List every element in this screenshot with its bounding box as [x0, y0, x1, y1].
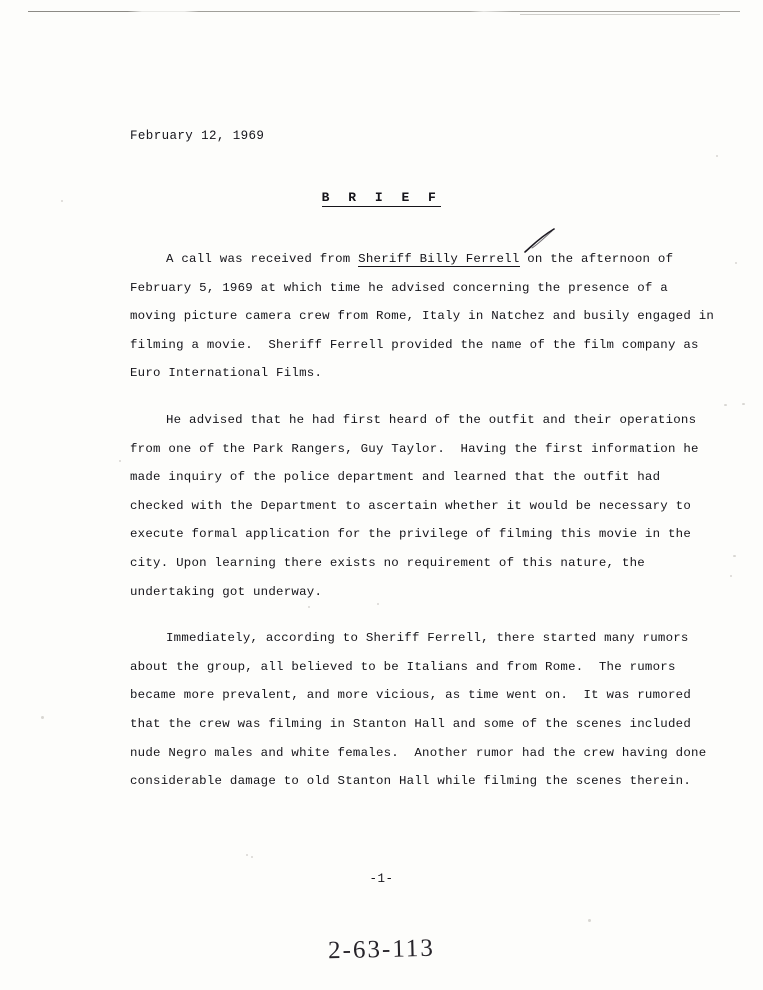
- document-title: [0, 190, 763, 205]
- scan-speck: [733, 555, 736, 557]
- paragraph-3: [130, 624, 720, 796]
- scan-speck: [41, 716, 44, 719]
- archive-stamp: 2-63-113: [327, 934, 436, 965]
- paragraph-1: [130, 245, 720, 388]
- underlined-phrase: Sheriff Billy Ferrell: [358, 252, 520, 266]
- paragraph-2-text: He advised that he had first heard of the outfit and their operations from one of the Park Rangers, Guy Taylor. Having the first information he made inquiry of the police department and learned that the outfit had checked with the Department to ascertain whether it would be necessary to execute formal application for the privilege of filming this movie in the city. Upon learning there exists no requirement of this nature, the undertaking got underway.: [130, 412, 707, 599]
- scan-edge-artifact-secondary: [520, 14, 720, 15]
- document-body: [130, 245, 720, 814]
- paragraph-2: [130, 406, 720, 606]
- document-title-text: B R I E F: [321, 190, 442, 205]
- scan-speck: [119, 460, 121, 462]
- scan-speck: [251, 856, 253, 858]
- document-date: February 12, 1969: [130, 129, 265, 143]
- scan-speck: [742, 403, 745, 405]
- paragraph-3-text: Immediately, according to Sheriff Ferrell, there started many rumors about the group, all believed to be Italians and from Rome. The rumors became more prevalent, and more vicious, as time went on. It was rumored that the crew was filming in Stanton Hall and some of the scenes included nude Negro males and white females. Another rumor had the crew having done considerable damage to old Stanton Hall while filming the scenes therein.: [130, 631, 715, 789]
- scan-edge-artifact: [28, 11, 740, 12]
- scan-speck: [730, 575, 732, 577]
- scan-speck: [588, 919, 591, 922]
- scan-speck: [735, 262, 737, 264]
- page-number: -1-: [369, 872, 394, 886]
- scan-speck: [724, 404, 727, 406]
- scan-speck: [716, 155, 718, 157]
- scan-speck: [246, 854, 248, 856]
- paragraph-1-text: A call was received from Sheriff Billy Ferrell on the afternoon of February 5, 1969 at which time he advised concerning the presence of a moving picture camera crew from Rome, Italy in Natchez and busily engaged in filming a movie. Sheriff Ferrell provided the name of the film company as Euro International Films.: [130, 252, 722, 381]
